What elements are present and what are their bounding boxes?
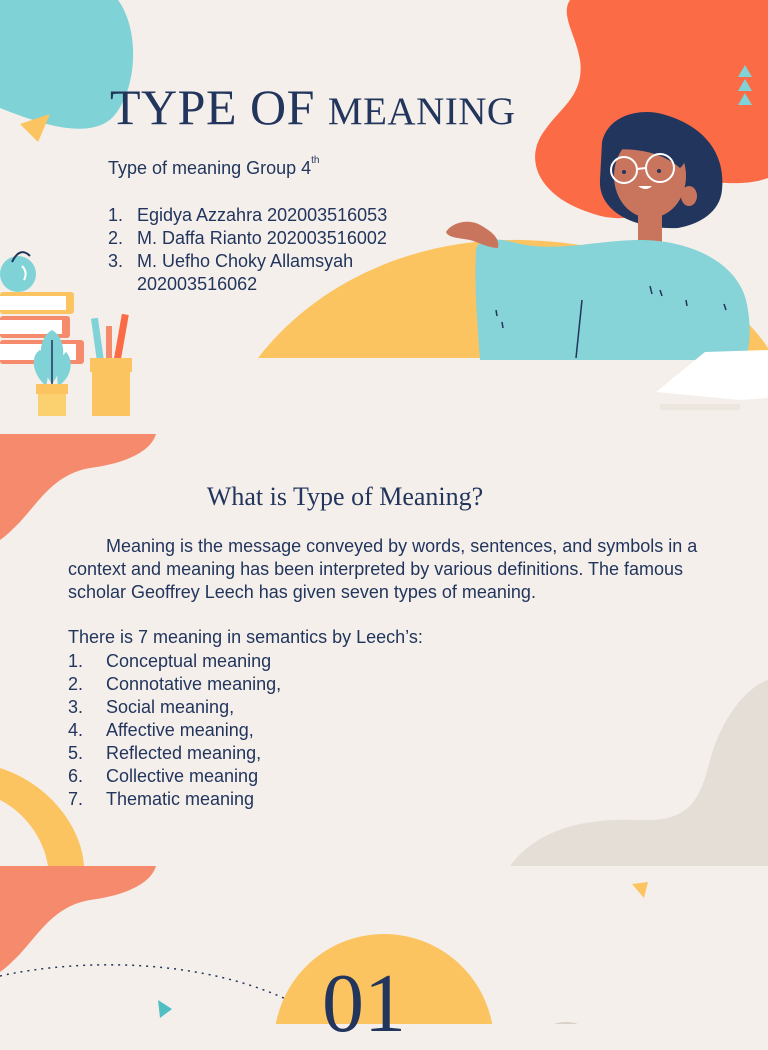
list-item	[68, 788, 281, 811]
item-text: Connotative meaning,	[106, 674, 282, 694]
group-label-text: Type of meaning Group 4	[108, 158, 312, 178]
member-name: Egidya Azzahra 202003516053	[137, 205, 388, 225]
list-item	[68, 673, 281, 696]
slide-title-part1: TYPE OF	[110, 79, 328, 135]
slide-title-part2: MEANING	[327, 90, 516, 133]
item-text: Thematic meaning	[106, 789, 255, 809]
slide-title	[110, 78, 516, 136]
list-intro: There is 7 meaning in semantics by Leech’s:	[68, 627, 423, 647]
group-label	[108, 155, 320, 179]
page-number: 01	[322, 957, 406, 1050]
item-text: Social meaning,	[106, 697, 235, 717]
list-item	[108, 250, 387, 273]
member-number: 1.	[108, 205, 124, 225]
member-id: 202003516062	[137, 274, 258, 294]
meaning-types-list	[68, 650, 281, 811]
item-number: 7.	[68, 789, 84, 809]
list-item	[68, 696, 281, 719]
item-number: 3.	[68, 697, 84, 717]
teal-triangle-accent	[158, 1000, 172, 1018]
member-number: 2.	[108, 228, 124, 248]
member-name: M. Uefho Choky Allamsyah	[137, 251, 354, 271]
item-text: Affective meaning,	[106, 720, 254, 740]
list-item	[108, 273, 387, 296]
group-label-sup: th	[311, 155, 320, 166]
item-text: Conceptual meaning	[106, 651, 272, 671]
item-text: Reflected meaning,	[106, 743, 262, 763]
list-item	[108, 204, 387, 227]
item-number: 1.	[68, 651, 84, 671]
list-item	[108, 227, 387, 250]
item-number: 2.	[68, 674, 84, 694]
pencil-cup-icon	[90, 314, 132, 416]
intro-paragraph: Meaning is the message conveyed by words, sentences, and symbols in a context and meaning has been interpreted by various definitions. The famous scholar Geoffrey Leech has given seven types of meaning.	[68, 536, 698, 602]
beige-blob	[510, 680, 768, 866]
member-name: M. Daffa Rianto 202003516002	[137, 228, 387, 248]
list-item	[68, 742, 281, 765]
salmon-wave-bottom	[0, 866, 156, 972]
item-number: 4.	[68, 720, 84, 740]
list-item	[68, 765, 281, 788]
item-number: 6.	[68, 766, 84, 786]
item-text: Collective meaning	[106, 766, 259, 786]
apple-icon	[0, 252, 36, 292]
member-number	[108, 273, 137, 296]
member-list	[108, 204, 387, 296]
list-item	[68, 650, 281, 673]
triangle-accent	[632, 882, 648, 898]
list-item	[68, 719, 281, 742]
item-number: 5.	[68, 743, 84, 763]
member-number: 3.	[108, 251, 124, 271]
section-heading: What is Type of Meaning?	[206, 482, 484, 511]
